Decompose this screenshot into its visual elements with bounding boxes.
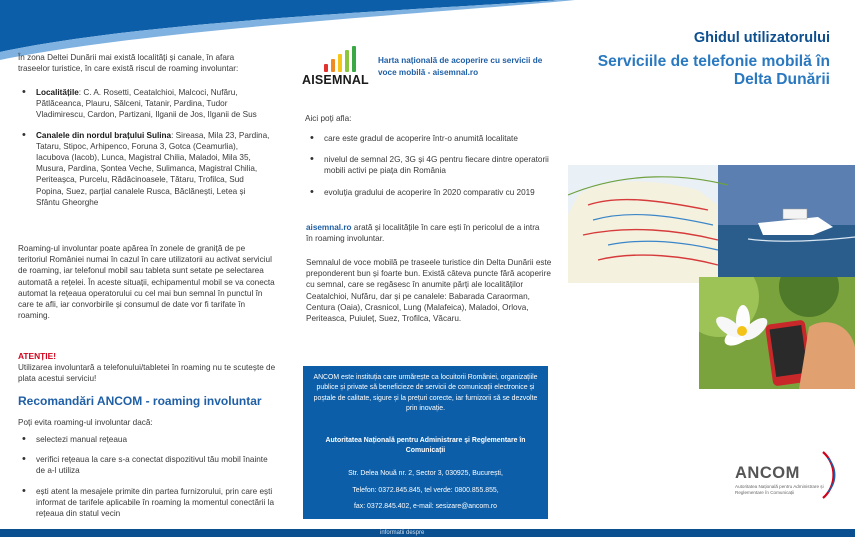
footer-text: informatii despre xyxy=(380,530,425,536)
ancom-phone: Telefon: 0372.845.845, tel verde: 0800.855.855, xyxy=(352,487,499,494)
ancom-arc-icon xyxy=(819,450,839,500)
list-item: • evoluția gradului de acoperire în 2020 comparativ cu 2019 xyxy=(306,187,556,198)
features-list xyxy=(306,133,556,208)
attention-title: ATENȚIE! xyxy=(18,351,56,361)
aisemnal-text: arată și localitățile în care ești în pericolul de a intra în roaming involuntar. xyxy=(306,223,540,244)
panel-left xyxy=(0,0,290,537)
ancom-description: ANCOM este instituția care urmărește ca locuitorii României, organizațiile publice și private să beneficieze de servicii de comunicații electronice și poștale de calitate, sigure și la prețuri corecte, iar furnizorii să se dezvolte prin inovație. xyxy=(313,374,538,413)
list-item-text: : Sireasa, Mila 23, Pardina, Tataru, Stipoc, Arhipenco, Foruna 3, Gotca (Ceamurlia), Iacubova (Iacob), Lunca, Magistral Chilia, Maladoi, Mila 35, Musura, Pardina, Șontea Veche, Sulimanca, Magistral Chilia, Periteașca, Purcelu, Rădăcinoasele, Tătaru, Trofilca, Sud Popina, Suez, parțial canalele Rusca, Băclănești, Letea și Sfântu Gheorghe xyxy=(36,130,270,207)
ancom-info-box xyxy=(303,366,548,519)
ask-intro: Aici poți afla: xyxy=(305,114,352,123)
guide-title: Ghidul utilizatorului xyxy=(693,30,830,46)
list-item: • care este gradul de acoperire într-o anumită localitate xyxy=(306,133,556,144)
ancom-fax-email: fax: 0372.845.402, e-mail: sesizare@ancom.ro xyxy=(354,503,497,510)
list-item: • nivelul de semnal 2G, 3G și 4G pentru fiecare dintre operatorii mobili activi pe piața din România xyxy=(306,154,556,176)
recommendations-heading: Recomandări ANCOM - roaming involuntar xyxy=(18,394,262,408)
risk-list xyxy=(18,87,270,217)
list-item: • selectezi manual rețeaua xyxy=(18,434,278,445)
ancom-wordmark: ANCOM xyxy=(735,464,800,482)
attention-text: Utilizarea involuntară a telefonului/tabletei în roaming nu te scutește de plata acestui serviciu! xyxy=(18,363,276,384)
ancom-logo xyxy=(735,450,840,504)
list-item xyxy=(18,87,270,121)
list-item: • verifici rețeaua la care s-a conectat dispozitivul tău mobil înainte de a-l utiliza xyxy=(18,454,278,476)
logo-wordmark: AISEMNAL xyxy=(302,73,369,87)
ancom-tagline: Autoritatea Națională pentru Administrare și Reglementare în Comunicații xyxy=(735,484,824,495)
footer-bar xyxy=(0,529,855,537)
guide-subtitle: Serviciile de telefonie mobilă în Delta Dunării xyxy=(597,53,830,88)
list-item: • ești atent la mesajele primite din partea furnizorului, prin care ești informat de tarifele aplicabile în roaming la momentul conectării la rețeaua din statul vecin xyxy=(18,486,278,520)
aisemnal-link[interactable]: aisemnal.ro xyxy=(306,223,352,232)
signal-bars-icon xyxy=(324,46,360,72)
list-item xyxy=(18,130,270,208)
avoid-intro: Poți evita roaming-ul involuntar dacă: xyxy=(18,418,153,427)
ancom-org-name: Autoritatea Națională pentru Administrare și Reglementare în Comunicații xyxy=(325,437,526,455)
list-item-text: : C. A. Rosetti, Ceatalchioi, Malcoci, Nufăru, Pătlăceanca, Plauru, Sălceni, Tatanir, Pardina, Tudor Vladimirescu, Cardon, Partizani, Ilganii de Jos, Ilganii de Sus xyxy=(36,88,257,120)
aisemnal-paragraph xyxy=(306,222,546,244)
water-lily-photo xyxy=(699,277,855,389)
delta-map-photo xyxy=(568,165,855,283)
aisemnal-logo xyxy=(302,46,374,88)
recommendations-list xyxy=(18,434,278,528)
list-item-label: Canalele din nordul brațului Sulina xyxy=(36,130,172,140)
ancom-address: Str. Delea Nouă nr. 2, Sector 3, 030925, București, xyxy=(348,470,503,477)
signal-paragraph: Semnalul de voce mobilă pe traseele turistice din Delta Dunării este preponderent bun și foarte bun. Există câteva puncte fără acoperire cu semnal, care se regăsesc în anumite părți ale localităților Ceatalchioi, Nufăru, dar și pe canalele: Babarada Caraorman, Centura (Oaia), Crasnicol, Lung (Malafeica), Maladoi, Orlova, Periteasca, Puiuleț, Suez, Trofilca, Văcaru. xyxy=(306,258,552,324)
logo-caption: Harta națională de acoperire cu servicii de voce mobilă - aisemnal.ro xyxy=(378,56,543,77)
list-item-label: Localitățile xyxy=(36,88,79,97)
intro-text: În zona Deltei Dunării mai există localități și canale, în afara traseelor turistice, în care există riscul de roaming involuntar: xyxy=(18,53,239,74)
roaming-paragraph: Roaming-ul involuntar poate apărea în zonele de graniță de pe teritoriul României numai în cazul în care utilizatorii au activat serviciul de roaming, iar telefonul mobil sau tableta sunt setate pe selectarea automată a rețelei. În aceste situații, echipamentul mobil se va conecta automat la rețeaua operatorului cu cel mai bun semnal în punctul în care te afli, iar convorbirile și consumul de date vor fi tarifate în roaming. xyxy=(18,244,275,321)
